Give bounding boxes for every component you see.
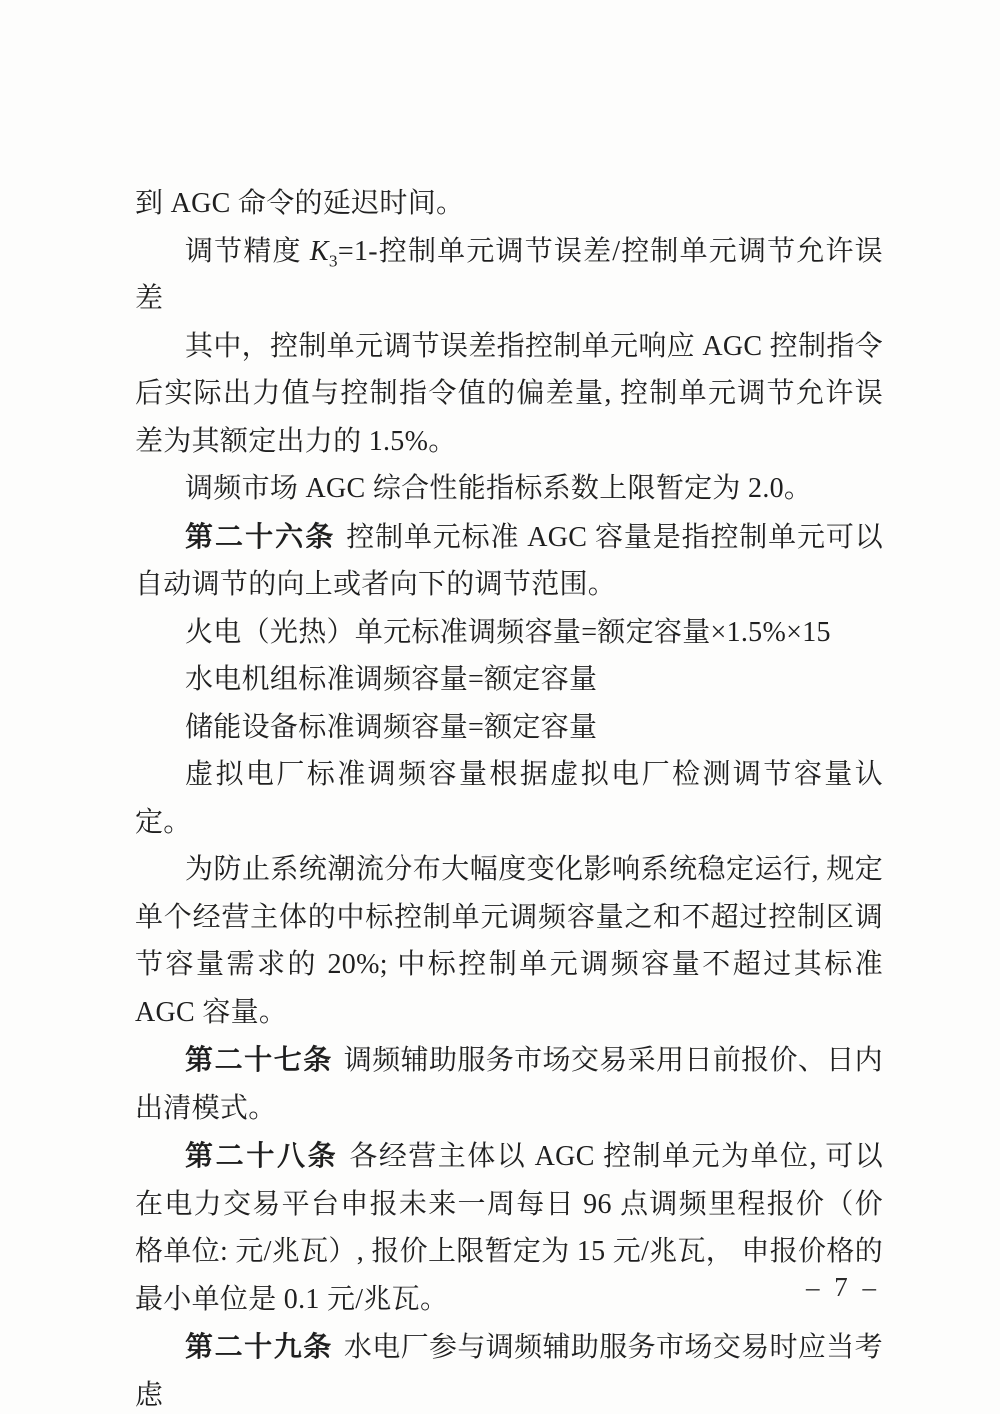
article-27-text: 调频辅助服务市场交易采用日前报价、日内出清模式。 <box>135 1045 883 1124</box>
document-body <box>135 180 883 1414</box>
paragraph-storage-capacity-formula: 储能设备标准调频容量=额定容量 <box>185 711 598 743</box>
paragraph-article-27 <box>135 1036 883 1132</box>
article-29-text: 水电厂参与调频辅助服务市场交易时应当考虑 <box>135 1332 883 1411</box>
page-number: – 7 – <box>806 1272 880 1302</box>
paragraph-thermal-capacity-formula: 火电（光热）单元标准调频容量=额定容量×1.5%×15 <box>185 616 831 648</box>
article-26-text: 控制单元标准 AGC 容量是指控制单元可以自动调节的向上或者向下的调节范围。 <box>135 521 883 600</box>
formula-body: =1-控制单元调节误差/控制单元调节允许误差 <box>135 235 883 314</box>
article-28-text: 各经营主体以 AGC 控制单元为单位, 可以在电力交易平台申报未来一周每日 96 点调频里程报价（价格单位: 元/兆瓦）, 报价上限暂定为 15 元/兆瓦， 申报价格的最小单位是 0.1 元/兆瓦。 <box>135 1141 883 1315</box>
paragraph-continuation: 到 AGC 命令的延迟时间。 <box>135 188 465 219</box>
paragraph-coefficient-limit: 调频市场 AGC 综合性能指标系数上限暂定为 2.0。 <box>185 473 813 504</box>
paragraph-error-definition: 其中，控制单元调节误差指控制单元响应 AGC 控制指令后实际出力值与控制指令值的偏差量, 控制单元调节允许误差为其额定出力的 1.5%。 <box>135 330 883 457</box>
article-number-28: 第二十八条 <box>185 1140 339 1171</box>
formula-subscript: 3 <box>328 251 338 271</box>
formula-prefix: 调节精度 <box>185 235 310 267</box>
paragraph-capacity-limits: 为防止系统潮流分布大幅度变化影响系统稳定运行, 规定单个经营主体的中标控制单元调频容量之和不超过控制区调节容量需求的 20%; 中标控制单元调频容量不超过其标准 AGC 容量。 <box>135 854 883 1028</box>
paragraph-article-28 <box>135 1132 883 1323</box>
paragraph-formula-k3 <box>135 228 883 323</box>
formula-variable-k: K <box>309 235 329 267</box>
paragraph-article-26 <box>135 513 883 609</box>
paragraph-hydro-capacity-formula: 水电机组标准调频容量=额定容量 <box>185 664 598 695</box>
paragraph-article-29 <box>135 1323 883 1414</box>
article-number-27: 第二十七条 <box>185 1044 333 1075</box>
article-number-29: 第二十九条 <box>185 1331 333 1362</box>
paragraph-virtual-plant-capacity: 虚拟电厂标准调频容量根据虚拟电厂检测调节容量认定。 <box>135 759 883 838</box>
article-number-26: 第二十六条 <box>185 520 336 552</box>
